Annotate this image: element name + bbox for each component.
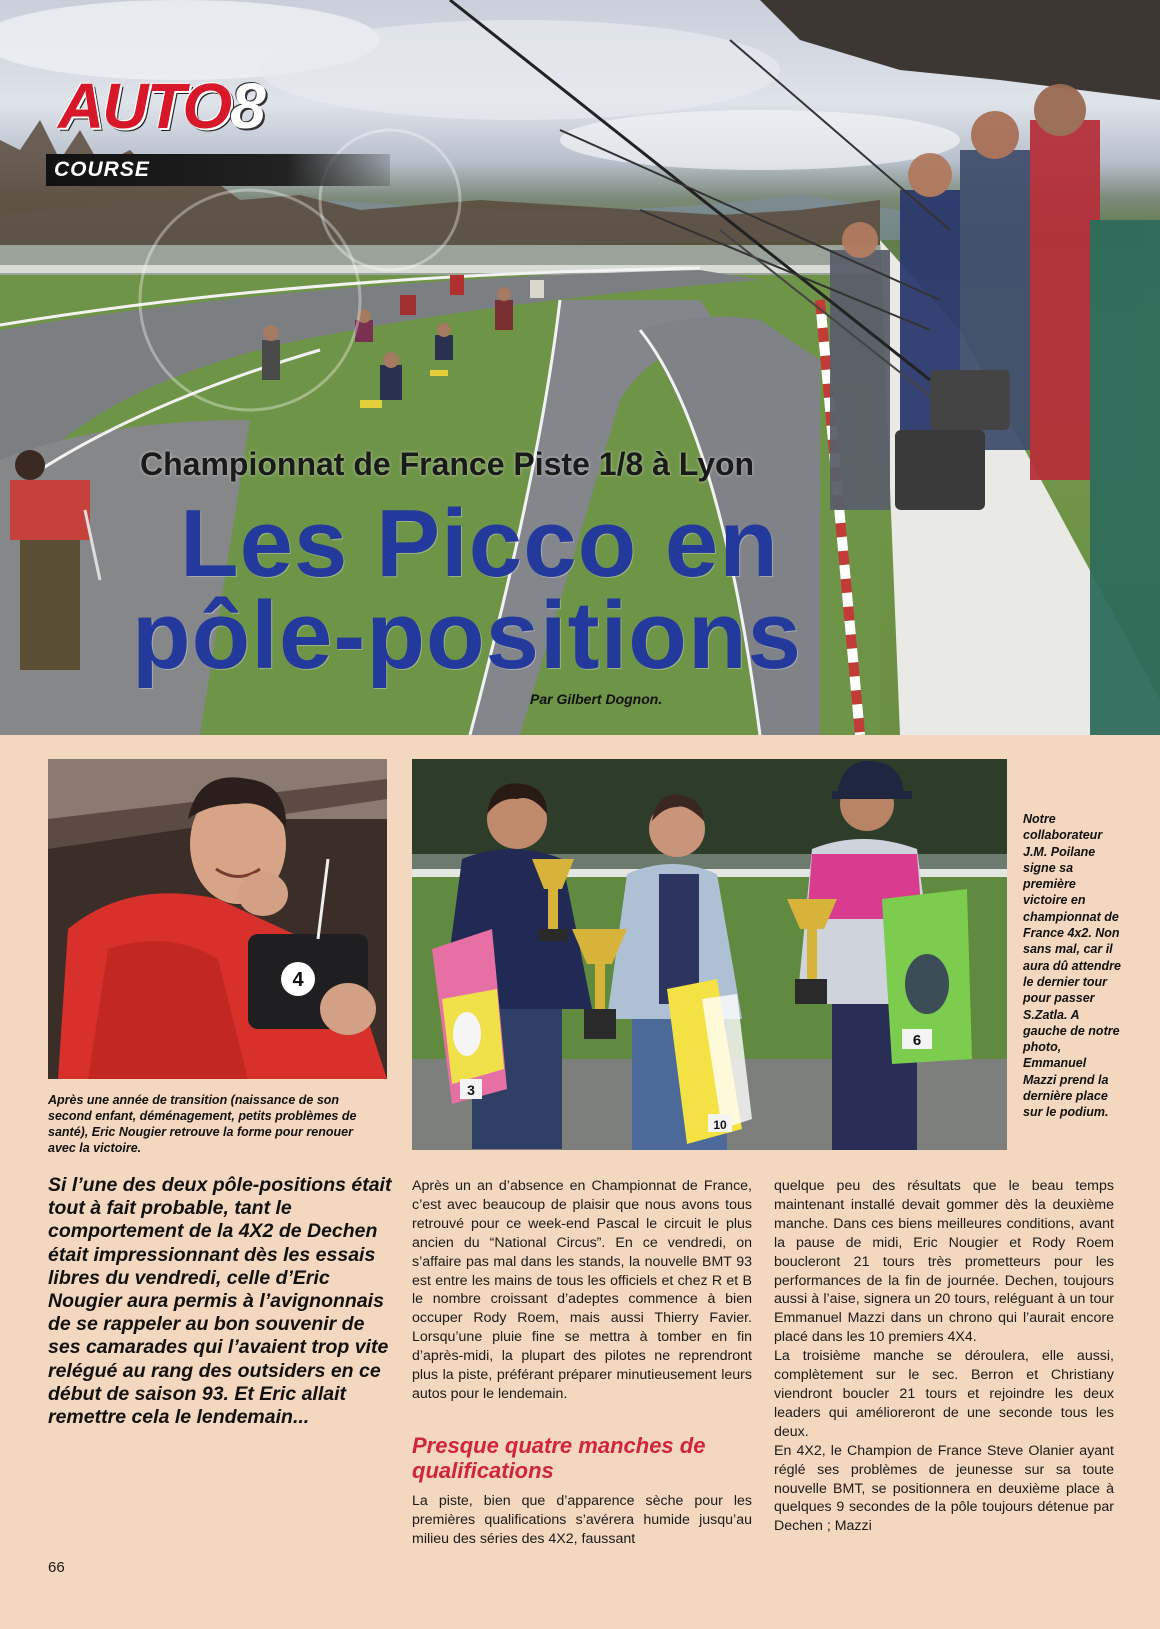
driver-photo (48, 759, 387, 1079)
podium-photo (412, 759, 1007, 1150)
column-2-bottom (412, 1492, 752, 1549)
article-headline (132, 490, 1032, 689)
headline-line-1: Les Picco en (180, 490, 779, 597)
column-3-paragraph-3: En 4X2, le Champion de France Steve Olanier ayant réglé ses problèmes de jeunesse sur sa toute nouvelle BMT, se positionnera en deuxième place à quelques 9 secondes de la pôle toujours détenue par Dechen ; Mazzi (774, 1442, 1114, 1535)
column-3-paragraph-2: La troisième manche se déroulera, elle aussi, complètement sur le sec. Berron et Christiany viendront boucler 21 tours et rejoindre les deux leaders qui amélioreront de une seconde tous les deux. (774, 1348, 1114, 1440)
page-number: 66 (48, 1559, 65, 1576)
article-kicker: Championnat de France Piste 1/8 à Lyon (140, 446, 755, 482)
magazine-logo: AUTO8 (58, 70, 264, 142)
section-tag: COURSE (46, 154, 390, 186)
driver-illustration (48, 759, 387, 1079)
column-3 (774, 1177, 1114, 1536)
column-2-top (412, 1177, 752, 1404)
column-3-paragraph-1: quelque peu des résultats que le beau temps maintenant installé devait gommer dès la deuxième manche. Dans ces biens meilleures conditions, avant la pause de midi, Eric Nougier et Rody Roem boucleront 21 tours très prometteurs pour les performances de la fin de journée. Dechen, toujours aussi à l’aise, signera un 20 tours, reléguant à un tour Emmanuel Mazzi dans un chrono qui l’aurait encore placé dans les 10 premiers 4X4. (774, 1178, 1114, 1346)
car-number-3: 3 (467, 1082, 475, 1098)
podium-illustration (412, 759, 1007, 1150)
byline: Par Gilbert Dognon. (530, 691, 663, 707)
car-number-6: 6 (912, 1032, 922, 1049)
hero-photo (0, 0, 1160, 735)
left-photo-caption: Après une année de transition (naissance de son second enfant, déménagement, petits problèmes de santé), Eric Nougier retrouve la forme pour renouer avec la victoire. (48, 1093, 357, 1155)
transmitter-number: 4 (292, 969, 304, 991)
article-lead: Si l’une des deux pôle-positions était tout à fait probable, tant le comportement de la 4X2 de Dechen était impressionnant dès les essais libres du vendredi, celle d’Eric Nougier aura permis à l’avignonnais de se rappeler au bon souvenir de ses camarades qui l’avaient trop vite relégué au rang des outsiders en ce début de saison 93. Et Eric allait remettre cela le lendemain... (48, 1174, 392, 1429)
column-2-paragraph-1: Après un an d’absence en Championnat de France, c’est avec beaucoup de plaisir que nous avons tous retrouvé pour ce week-end Pascal le circuit le plus ancien du “National Circus”. En ce vendredi, on s’affaire pas mal dans les stands, la nouvelle BMT 93 est entre les mains de tous les officiels et chez R et B le nombre croissant d’adeptes commence à bien occuper Rody Roem, mais aussi Thierry Favier. Lorsqu’une pluie fine se mettra à tomber en fin d’après-midi, la plupart des pilotes ne reprendront plus la piste, préférant préparer minutieusement leurs autos pour le lendemain. (412, 1178, 752, 1402)
column-2-paragraph-2: La piste, bien que d’apparence sèche pour les premières qualifications s’avérera humide jusqu’au milieu des séries des 4X2, faussant (412, 1493, 752, 1547)
car-number-10: 10 (713, 1118, 727, 1132)
right-photo-caption: Notre collaborateur J.M. Poilane signe sa première victoire en championnat de France 4x2. Non sans mal, car il aura dû attendre le dernier tour pour passer S.Zatla. A gauche de notre photo, Emmanuel Mazzi prend la dernière place sur le podium. (1023, 812, 1121, 1120)
section-subhead: Presque quatre manches de qualifications (412, 1433, 706, 1483)
headline-line-2: pôle-positions (132, 582, 802, 689)
